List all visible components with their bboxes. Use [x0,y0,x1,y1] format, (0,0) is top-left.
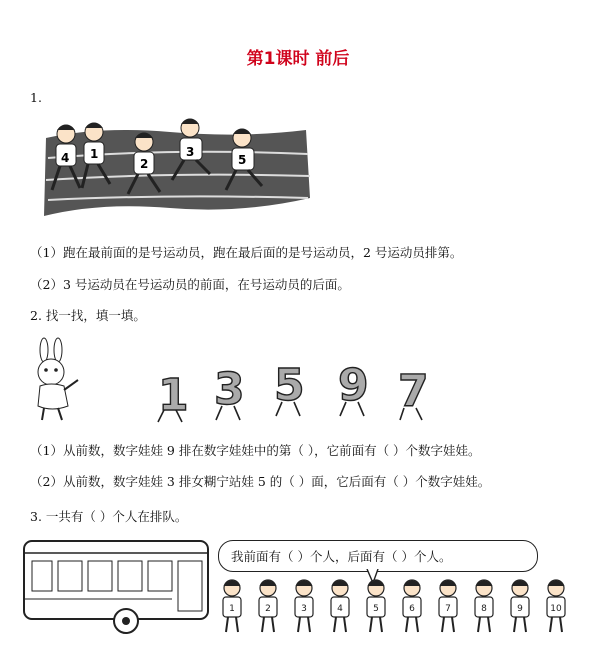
queue-child-number: 9 [517,604,523,614]
digit-doll-9: 9 [338,360,369,411]
queue-child-number: 8 [481,604,487,614]
bus-illustration [22,535,218,637]
question-1-part-2: （2）3 号运动员在号运动员的前面，在号运动员的后面。 [30,277,350,292]
queue-child-number: 7 [445,604,451,614]
speech-bubble [218,540,538,572]
runner-number-4: 4 [61,151,70,165]
runner-number-2: 2 [140,157,149,171]
runner-number-3: 3 [186,145,195,159]
queue-child-number: 1 [229,604,235,614]
question-2-part-2: （2）从前数，数字娃娃 3 排女糊宁站娃 5 的（ ）面，它后面有（ ）个数字娃娃。 [30,474,491,489]
rabbit-figure [38,338,78,420]
queue-illustration [214,578,584,638]
page-title: 第1课时 前后 [246,49,350,69]
digit-doll-5: 5 [274,360,305,411]
queue-child-number: 10 [550,604,562,614]
digit-doll-7: 7 [398,366,429,417]
digit-doll-3: 3 [214,364,245,415]
runner-number-5: 5 [238,153,247,167]
queue-child-number: 2 [265,604,271,614]
digit-doll-1: 1 [158,370,189,421]
runner-number-1: 1 [90,147,99,161]
question-2-part-1: （1）从前数，数字娃娃 9 排在数字娃娃中的第（ ），它前面有（ ）个数字娃娃。 [30,443,481,458]
question-3-heading: 3. 一共有（ ）个人在排队。 [30,509,188,524]
queue-child-number: 3 [301,604,307,614]
queue-child-number: 5 [373,604,379,614]
question-2-heading: 2. 找一找，填一填。 [30,308,146,323]
digit-dolls-illustration [30,340,450,425]
question-1-number: 1. [30,90,42,105]
speech-bubble-text: 我前面有（ ）个人，后面有（ ）个人。 [231,549,452,564]
question-1-part-1: （1）跑在最前面的是号运动员，跑在最后面的是号运动员，2 号运动员排第。 [30,245,463,260]
queue-child-number: 4 [337,604,343,614]
runners-illustration [40,118,312,218]
queue-child-number: 6 [409,604,415,614]
